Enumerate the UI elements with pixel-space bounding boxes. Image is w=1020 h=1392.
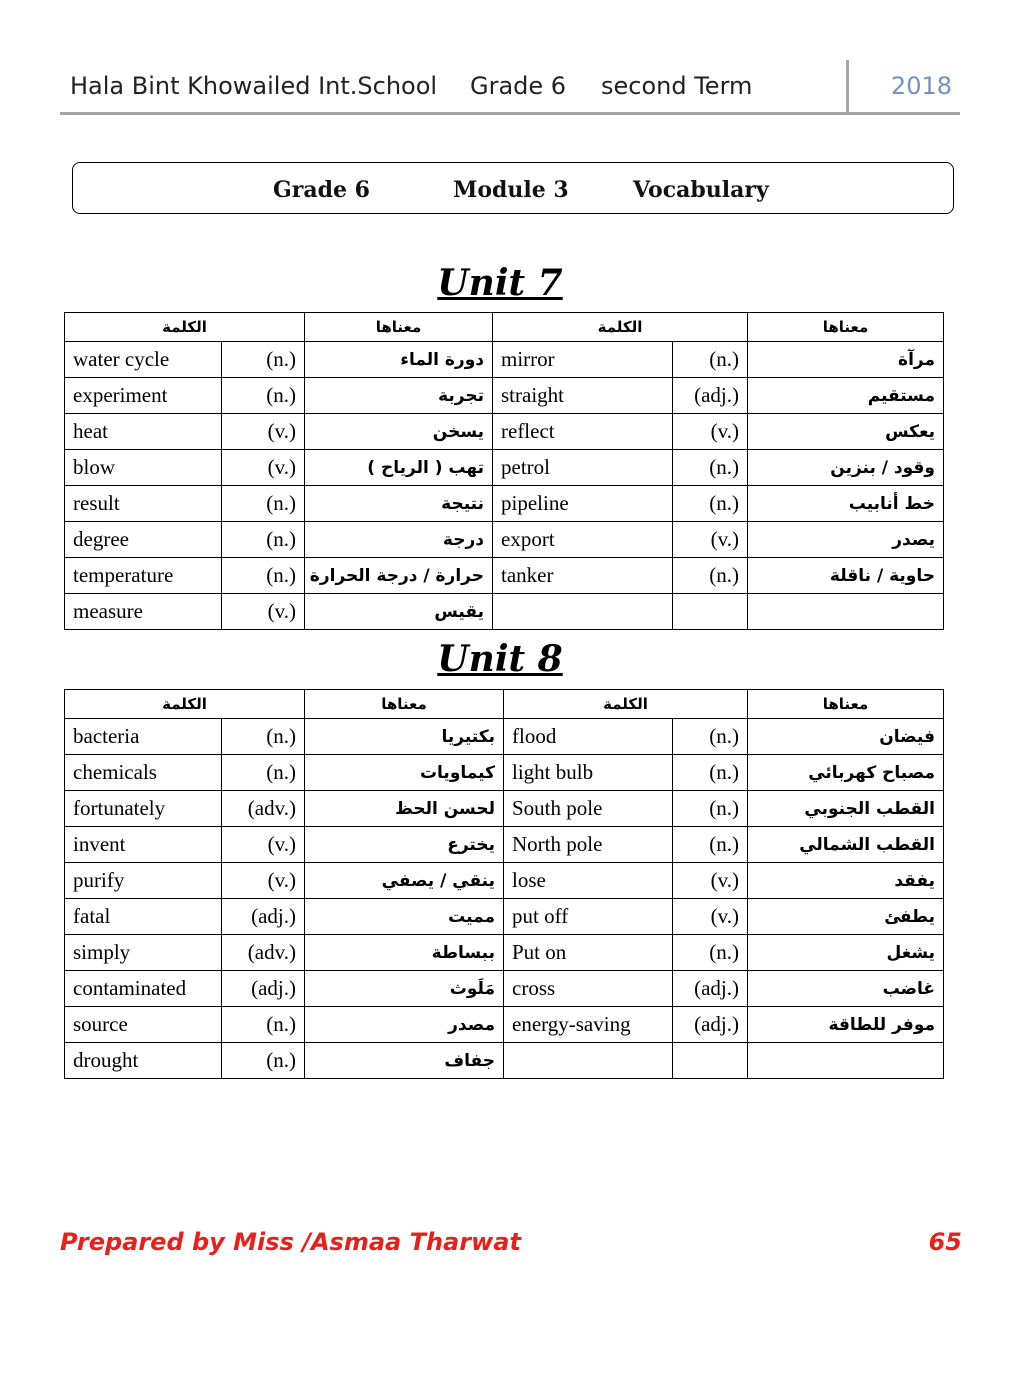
left-meaning-cell: درجة: [305, 522, 493, 558]
left-pos-cell: (v.): [222, 863, 305, 899]
left-word-cell: contaminated: [65, 971, 222, 1007]
left-word-cell: measure: [65, 594, 222, 630]
right-meaning-cell: [748, 1043, 944, 1079]
left-meaning-cell: يقيس: [305, 594, 493, 630]
left-pos-cell: (adv.): [222, 935, 305, 971]
left-pos-cell: (v.): [222, 450, 305, 486]
table-header-row: [65, 313, 944, 342]
right-word-cell: cross: [504, 971, 673, 1007]
right-meaning-cell: حاوية / ناقلة: [748, 558, 944, 594]
right-word-cell: export: [493, 522, 673, 558]
table-row: [65, 899, 944, 935]
left-word-cell: simply: [65, 935, 222, 971]
right-word-cell: lose: [504, 863, 673, 899]
left-word-cell: experiment: [65, 378, 222, 414]
col-header-word: الكلمة: [504, 690, 748, 719]
left-meaning-cell: تهب ( الرياح ): [305, 450, 493, 486]
left-word-cell: chemicals: [65, 755, 222, 791]
left-pos-cell: (n.): [222, 755, 305, 791]
page-number: 65: [928, 1228, 962, 1256]
right-meaning-cell: يطفئ: [748, 899, 944, 935]
unit8-table-body: [65, 719, 944, 1079]
right-meaning-cell: يفقد: [748, 863, 944, 899]
right-word-cell: petrol: [493, 450, 673, 486]
left-pos-cell: (v.): [222, 594, 305, 630]
left-pos-cell: (n.): [222, 558, 305, 594]
table-row: [65, 1007, 944, 1043]
right-pos-cell: (n.): [673, 791, 748, 827]
right-meaning-cell: مستقيم: [748, 378, 944, 414]
table-row: [65, 1043, 944, 1079]
right-meaning-cell: يصدر: [748, 522, 944, 558]
right-word-cell: [493, 594, 673, 630]
right-word-cell: pipeline: [493, 486, 673, 522]
left-pos-cell: (v.): [222, 414, 305, 450]
table-row: [65, 486, 944, 522]
right-word-cell: mirror: [493, 342, 673, 378]
unit7-title: Unit 7: [437, 262, 563, 304]
table-row: [65, 450, 944, 486]
right-meaning-cell: مرآة: [748, 342, 944, 378]
right-meaning-cell: موفر للطاقة: [748, 1007, 944, 1043]
right-pos-cell: [673, 1043, 748, 1079]
table-row: [65, 558, 944, 594]
left-word-cell: result: [65, 486, 222, 522]
left-word-cell: heat: [65, 414, 222, 450]
left-word-cell: invent: [65, 827, 222, 863]
col-header-meaning: معناها: [305, 690, 504, 719]
col-header-meaning: معناها: [748, 690, 944, 719]
right-word-cell: North pole: [504, 827, 673, 863]
left-meaning-cell: مميت: [305, 899, 504, 935]
right-meaning-cell: خط أنابيب: [748, 486, 944, 522]
right-pos-cell: (v.): [673, 522, 748, 558]
right-pos-cell: (adj.): [673, 378, 748, 414]
left-meaning-cell: بكتيريا: [305, 719, 504, 755]
right-meaning-cell: غاضب: [748, 971, 944, 1007]
left-pos-cell: (adj.): [222, 971, 305, 1007]
table-header-row: [65, 690, 944, 719]
left-pos-cell: (adv.): [222, 791, 305, 827]
right-word-cell: tanker: [493, 558, 673, 594]
left-meaning-cell: ببساطة: [305, 935, 504, 971]
col-header-meaning: معناها: [305, 313, 493, 342]
table-row: [65, 827, 944, 863]
left-meaning-cell: يسخن: [305, 414, 493, 450]
left-pos-cell: (n.): [222, 342, 305, 378]
col-header-word: الكلمة: [65, 690, 305, 719]
left-word-cell: bacteria: [65, 719, 222, 755]
left-meaning-cell: مَلَوث: [305, 971, 504, 1007]
unit8-title: Unit 8: [437, 638, 563, 680]
table-row: [65, 971, 944, 1007]
right-pos-cell: (n.): [673, 935, 748, 971]
module-grade: Grade 6: [273, 177, 370, 203]
right-pos-cell: (n.): [673, 827, 748, 863]
right-meaning-cell: يشغل: [748, 935, 944, 971]
left-meaning-cell: دورة الماء: [305, 342, 493, 378]
header-grade: Grade 6: [470, 72, 567, 100]
col-header-word: الكلمة: [493, 313, 748, 342]
right-pos-cell: (adj.): [673, 1007, 748, 1043]
left-pos-cell: (n.): [222, 486, 305, 522]
right-word-cell: flood: [504, 719, 673, 755]
header-divider: [846, 60, 849, 112]
left-word-cell: water cycle: [65, 342, 222, 378]
left-pos-cell: (n.): [222, 719, 305, 755]
left-meaning-cell: حرارة / درجة الحرارة: [305, 558, 493, 594]
left-meaning-cell: ينقي / يصفي: [305, 863, 504, 899]
right-pos-cell: (v.): [673, 899, 748, 935]
footer-author: Prepared by Miss /Asmaa Tharwat: [60, 1228, 521, 1256]
table-row: [65, 935, 944, 971]
right-pos-cell: (n.): [673, 486, 748, 522]
unit8-vocab-table: [64, 689, 944, 1079]
right-pos-cell: (v.): [673, 863, 748, 899]
left-word-cell: temperature: [65, 558, 222, 594]
left-meaning-cell: جفاف: [305, 1043, 504, 1079]
table-row: [65, 863, 944, 899]
table-row: [65, 755, 944, 791]
right-word-cell: Put on: [504, 935, 673, 971]
table-row: [65, 522, 944, 558]
left-pos-cell: (n.): [222, 1007, 305, 1043]
left-meaning-cell: كيماويات: [305, 755, 504, 791]
module-topic: Vocabulary: [633, 177, 769, 203]
left-meaning-cell: نتيجة: [305, 486, 493, 522]
right-word-cell: energy-saving: [504, 1007, 673, 1043]
right-word-cell: reflect: [493, 414, 673, 450]
table-row: [65, 342, 944, 378]
left-word-cell: fortunately: [65, 791, 222, 827]
page-header: [60, 60, 960, 115]
left-pos-cell: (adj.): [222, 899, 305, 935]
right-pos-cell: (n.): [673, 719, 748, 755]
right-word-cell: light bulb: [504, 755, 673, 791]
left-pos-cell: (n.): [222, 378, 305, 414]
module-number: Module 3: [453, 177, 569, 203]
left-pos-cell: (n.): [222, 1043, 305, 1079]
left-pos-cell: (n.): [222, 522, 305, 558]
left-word-cell: drought: [65, 1043, 222, 1079]
left-word-cell: fatal: [65, 899, 222, 935]
right-pos-cell: (n.): [673, 342, 748, 378]
right-pos-cell: [673, 594, 748, 630]
right-meaning-cell: يعكس: [748, 414, 944, 450]
header-term: second Term: [601, 72, 753, 100]
right-pos-cell: (n.): [673, 450, 748, 486]
right-pos-cell: (v.): [673, 414, 748, 450]
left-word-cell: degree: [65, 522, 222, 558]
right-meaning-cell: وقود / بنزين: [748, 450, 944, 486]
left-meaning-cell: مصدر: [305, 1007, 504, 1043]
left-meaning-cell: يخترع: [305, 827, 504, 863]
right-meaning-cell: فيضان: [748, 719, 944, 755]
right-word-cell: [504, 1043, 673, 1079]
unit7-vocab-table: [64, 312, 944, 630]
table-row: [65, 719, 944, 755]
col-header-meaning: معناها: [748, 313, 944, 342]
module-title-box: [72, 162, 954, 214]
right-pos-cell: (n.): [673, 558, 748, 594]
table-row: [65, 594, 944, 630]
right-meaning-cell: القطب الشمالي: [748, 827, 944, 863]
right-pos-cell: (adj.): [673, 971, 748, 1007]
right-meaning-cell: [748, 594, 944, 630]
left-meaning-cell: لحسن الحظ: [305, 791, 504, 827]
left-word-cell: source: [65, 1007, 222, 1043]
header-year: 2018: [890, 72, 952, 100]
school-name: Hala Bint Khowailed Int.School: [70, 72, 438, 100]
col-header-word: الكلمة: [65, 313, 305, 342]
right-word-cell: straight: [493, 378, 673, 414]
left-pos-cell: (v.): [222, 827, 305, 863]
table-row: [65, 791, 944, 827]
left-word-cell: purify: [65, 863, 222, 899]
table-row: [65, 378, 944, 414]
table-row: [65, 414, 944, 450]
left-word-cell: blow: [65, 450, 222, 486]
right-meaning-cell: مصباح كهربائي: [748, 755, 944, 791]
right-word-cell: South pole: [504, 791, 673, 827]
right-pos-cell: (n.): [673, 755, 748, 791]
right-word-cell: put off: [504, 899, 673, 935]
left-meaning-cell: تجربة: [305, 378, 493, 414]
right-meaning-cell: القطب الجنوبي: [748, 791, 944, 827]
unit7-table-body: [65, 342, 944, 630]
